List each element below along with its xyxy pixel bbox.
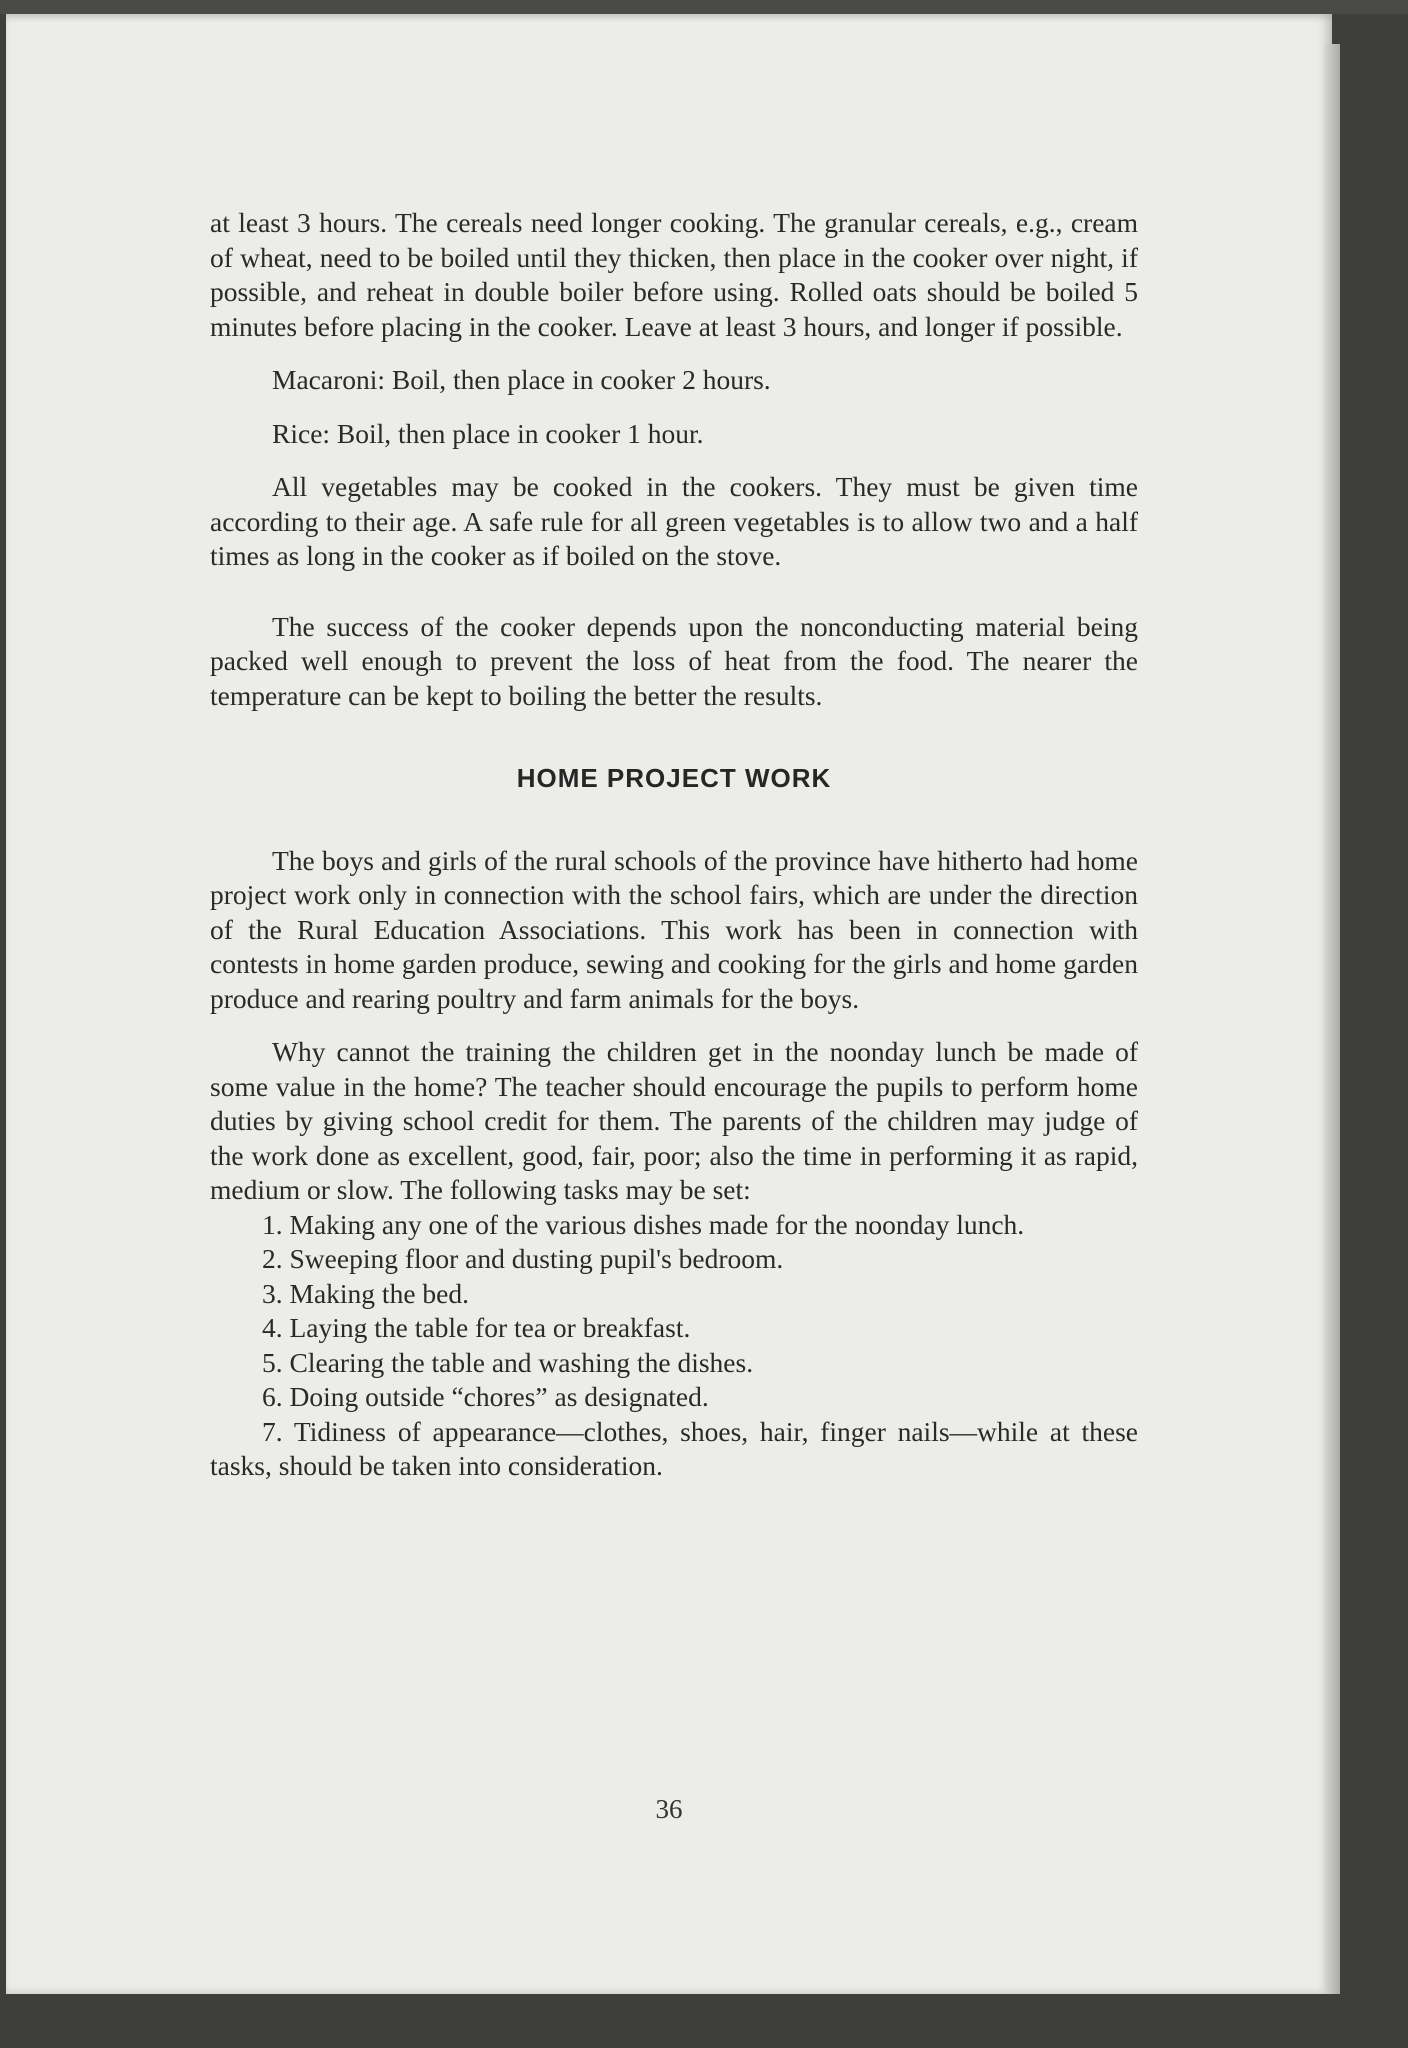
paragraph-cooker-success: The success of the cooker depends upon the nonconducting material being packed well enough to prevent the loss of heat from the food. The nearer the temperature can be kept to boiling the better the results. bbox=[210, 610, 1138, 711]
task-item-7: 7. Tidiness of appearance—clothes, shoes, hair, finger nails—while at these tasks, should be taken into consideration. bbox=[210, 1415, 1138, 1481]
task-item-1: 1. Making any one of the various dishes made for the noonday lunch. bbox=[262, 1208, 1025, 1240]
page-binding-edge bbox=[1324, 44, 1340, 1994]
paragraph-cooking-cereals: at least 3 hours. The cereals need longer cooking. The granular cereals, e.g., cream of wheat, need to be boiled until they thicken, then place in the cooker over night, if possible, and reheat in double boiler before using. Rolled oats should be boiled 5 minutes before placing in the cooker. Leave at least 3 hours, and longer if possible. bbox=[210, 207, 1138, 342]
scan-top-edge bbox=[0, 0, 1408, 14]
paragraph-rural-schools: The boys and girls of the rural schools of the province have hitherto had home project work only in connection with the school fairs, which are under the direction of the Rural Education Associations. This work has been in connection with contests in home garden produce, sewing and cooking for the girls and home garden produce and rearing poultry and farm animals for the boys. bbox=[210, 844, 1138, 1014]
task-item-3: 3. Making the bed. bbox=[262, 1277, 469, 1309]
paragraph-noonday-lunch: Why cannot the training the children get in the noonday lunch be made of some value in the home? The teacher should encourage the pupils to perform home duties by giving school credit for them. The parents of the children may judge of the work done as excellent, good, fair, poor; also the time in performing it as rapid, medium or slow. The following tasks may be set: bbox=[210, 1036, 1138, 1205]
task-item-2: 2. Sweeping floor and dusting pupil's bedroom. bbox=[262, 1243, 784, 1274]
page-number: 36 bbox=[655, 1794, 683, 1824]
book-page bbox=[6, 14, 1332, 1994]
paragraph-macaroni: Macaroni: Boil, then place in cooker 2 hours. bbox=[272, 364, 771, 395]
paragraph-rice: Rice: Boil, then place in cooker 1 hour. bbox=[272, 417, 704, 449]
section-heading: HOME PROJECT WORK bbox=[516, 763, 832, 793]
task-item-5: 5. Clearing the table and washing the dishes. bbox=[262, 1346, 754, 1378]
paragraph-vegetables: All vegetables may be cooked in the cookers. They must be given time according to their age. A safe rule for all green vegetables is to allow two and a half times as long in the cooker as if boiled on the stove. bbox=[210, 471, 1138, 571]
page-body bbox=[210, 206, 1138, 1484]
task-item-4: 4. Laying the table for tea or breakfast. bbox=[262, 1312, 691, 1343]
task-item-6: 6. Doing outside “chores” as designated. bbox=[262, 1381, 709, 1412]
